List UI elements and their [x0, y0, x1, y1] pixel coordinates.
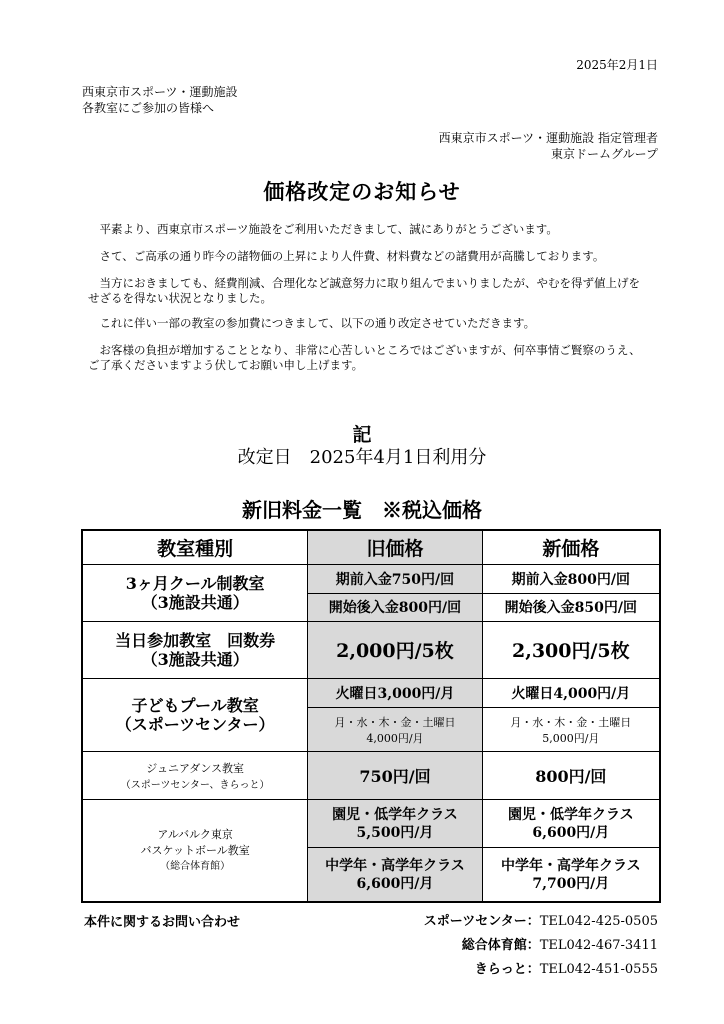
header-old-price: 旧価格	[308, 530, 482, 565]
class-name: 当日参加教室 回数券	[115, 630, 276, 650]
contact-list	[424, 910, 658, 982]
contact-item	[424, 934, 658, 958]
class-name: バスケットボール教室	[140, 843, 250, 857]
new-price-cell: 2,300円/5枚	[482, 621, 660, 678]
price-value: 6,600円/月	[356, 875, 434, 892]
contact-heading: 本件に関するお問い合わせ	[84, 915, 241, 930]
class-subname: （スポーツセンター、きらっと）	[120, 780, 270, 792]
class-name: 子どもプール教室	[131, 696, 259, 716]
contact-tel: TEL042-425-0505	[539, 914, 658, 929]
table-header-row	[82, 530, 660, 565]
sender-line: 東京ドームグループ	[550, 147, 658, 161]
page-title: 価格改定のお知らせ	[263, 180, 461, 204]
old-price-cell: 火曜日3,000円/月	[308, 679, 482, 708]
paragraph: これに伴い一部の教室の参加費につきまして、以下の通り改定させていただきます。	[99, 316, 536, 330]
old-price-cell: 開始後入金800円/回	[308, 593, 482, 621]
recipient-line: 各教室にご参加の皆様へ	[82, 101, 215, 115]
price-class: 中学年・高学年クラス	[325, 857, 465, 874]
price-days: 月・水・木・金・土曜日	[334, 715, 456, 729]
class-name: ジュニアダンス教室	[146, 762, 245, 776]
new-price-cell	[482, 800, 660, 848]
recipient-line: 西東京市スポーツ・運動施設	[82, 85, 238, 99]
paragraph: お客様の負担が増加することとなり、非常に心苦しいところではございますが、何卒事情ご賢察のうえ、ご了承くださいますよう伏してお願い申し上げます。	[88, 343, 641, 372]
old-price-cell	[308, 800, 482, 848]
new-price-cell	[482, 848, 660, 902]
class-name-cell	[82, 752, 308, 800]
price-value: 6,600円/月	[532, 824, 610, 841]
price-class: 園児・低学年クラス	[508, 806, 634, 823]
old-price-cell: 750円/回	[308, 752, 482, 800]
paragraph: 当方におきましても、経費削減、合理化など誠意努力に取り組んでまいりましたが、やむを得ず値上げをせざるを得ない状況となりました。	[88, 276, 640, 305]
new-price-cell: 期前入金800円/回	[482, 565, 660, 593]
old-price-cell	[308, 848, 482, 902]
sender-block	[439, 130, 658, 162]
table-row	[82, 752, 660, 800]
old-price-cell	[308, 708, 482, 752]
class-name: 3ヶ月クール制教室	[125, 574, 265, 594]
contact-item	[424, 910, 658, 934]
class-name: アルバルク東京	[157, 827, 233, 841]
paragraph: 平素より、西東京市スポーツ施設をご利用いただきまして、誠にありがとうございます。	[99, 222, 558, 236]
class-name-cell	[82, 800, 308, 902]
new-price-cell: 800円/回	[482, 752, 660, 800]
notice-body	[88, 222, 648, 385]
header-class-type: 教室種別	[82, 530, 308, 565]
class-subname: （3施設共通）	[141, 593, 249, 613]
class-subname: （スポーツセンター）	[115, 715, 275, 735]
class-name-cell	[82, 621, 308, 678]
price-value: 5,500円/月	[356, 824, 434, 841]
ki-heading: 記	[352, 424, 372, 446]
contact-label: きらっと：	[474, 962, 540, 977]
new-price-cell	[482, 708, 660, 752]
sender-line: 西東京市スポーツ・運動施設 指定管理者	[438, 131, 658, 145]
document-date: 2025年2月1日	[576, 58, 658, 72]
price-value: 5,000円/月	[542, 731, 600, 745]
new-price-cell: 開始後入金850円/回	[482, 593, 660, 621]
table-row	[82, 565, 660, 593]
price-value: 7,700円/月	[532, 875, 610, 892]
contact-item	[424, 958, 658, 982]
contact-label: 総合体育館：	[461, 938, 540, 953]
table-row	[82, 800, 660, 848]
old-price-cell: 期前入金750円/回	[308, 565, 482, 593]
contact-tel: TEL042-451-0555	[539, 962, 658, 977]
price-days: 月・水・木・金・土曜日	[510, 715, 632, 729]
class-name-cell	[82, 565, 308, 621]
old-price-cell: 2,000円/5枚	[308, 621, 482, 678]
price-value: 4,000円/月	[366, 731, 424, 745]
class-subname: （3施設共通）	[141, 649, 249, 669]
contact-tel: TEL042-467-3411	[539, 938, 658, 953]
revision-date: 改定日 2025年4月1日利用分	[237, 447, 487, 468]
price-class: 中学年・高学年クラス	[501, 857, 641, 874]
table-row	[82, 621, 660, 678]
price-class: 園児・低学年クラス	[332, 806, 458, 823]
header-new-price: 新価格	[482, 530, 660, 565]
class-subname: （総合体育館）	[160, 860, 231, 872]
price-table	[81, 529, 661, 903]
price-list-title: 新旧料金一覧 ※税込価格	[242, 498, 482, 522]
table-row	[82, 679, 660, 708]
paragraph: さて、ご高承の通り昨今の諸物価の上昇により人件費、材料費などの諸費用が高騰しております。	[99, 249, 605, 263]
contact-label: スポーツセンター：	[423, 914, 540, 929]
recipient-block	[82, 84, 238, 116]
new-price-cell: 火曜日4,000円/月	[482, 679, 660, 708]
class-name-cell	[82, 679, 308, 752]
